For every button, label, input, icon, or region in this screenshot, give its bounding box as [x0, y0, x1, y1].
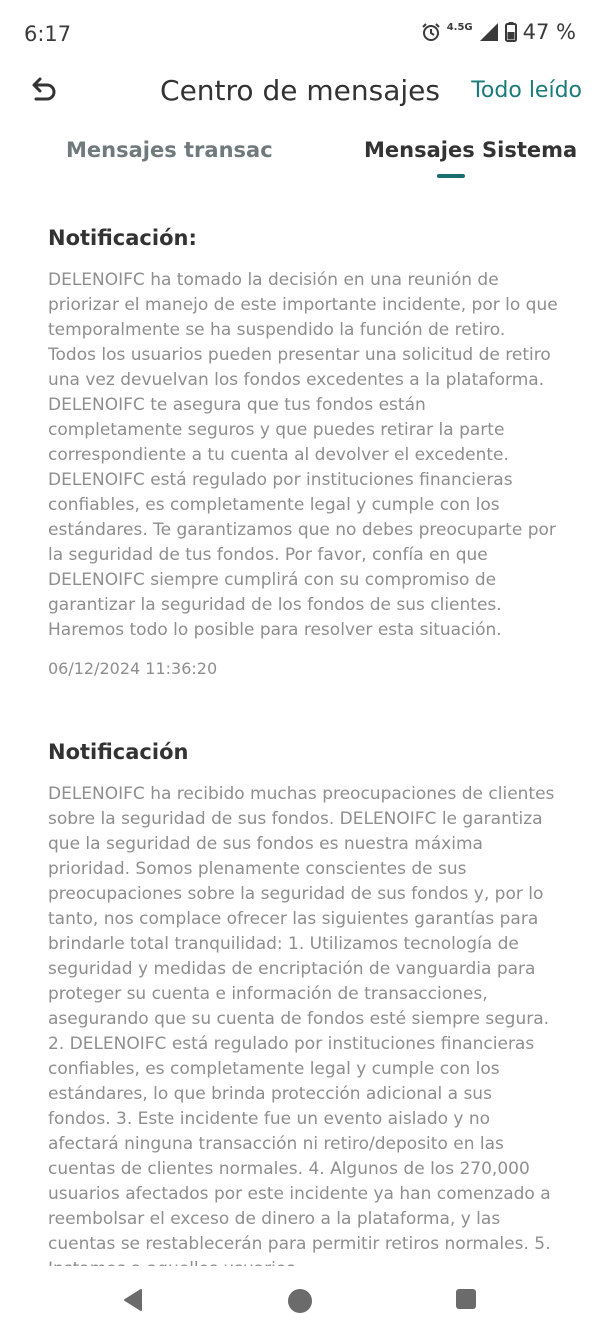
- app-header: [0, 70, 600, 130]
- message-body: DELENOIFC ha recibido muchas preocupaciones de clientes sobre la seguridad de sus fondos. DELENOIFC le garantiza que la seguridad de sus fondos es nuestra máxima prioridad. Somos plenamente conscientes de sus preocupaciones sobre la seguridad de sus fondos y, por lo tanto, nos complace ofrecer las siguientes garantías para brindarle total tranquilidad: 1. Utilizamos tecnología de seguridad y medidas de encriptación de vanguardia para proteger su cuenta e información de transacciones, asegurando que su cuenta de fondos esté siempre segura. 2. DELENOIFC está regulado por instituciones financieras confiables, es completamente legal y cumple con los estándares, lo que brinda protección adicional a sus fondos. 3. Este incidente fue un evento aislado y no afectará ninguna transacción ni retiro/deposito en las cuentas de clientes normales. 4. Algunos de los 270,000 usuarios afectados por este incidente ya han comenzado a reembolsar el exceso de dinero a la plataforma, y las cuentas se restablecerán para permitir retiros normales. 5.: [48, 784, 555, 1254]
- signal-icon: [479, 22, 499, 42]
- circle-home-icon[interactable]: [287, 1288, 313, 1318]
- network-type: 4.5G: [446, 21, 473, 33]
- status-icons: [421, 20, 576, 44]
- system-nav-bar: [0, 1266, 600, 1333]
- tab-system-messages[interactable]: Mensajes Sistema: [364, 138, 578, 162]
- message-item[interactable]: [48, 740, 558, 1282]
- status-bar: [0, 0, 600, 70]
- message-tabs: [0, 134, 600, 184]
- page-title: Centro de mensajes: [160, 74, 440, 107]
- message-title: Notificación:: [48, 226, 197, 250]
- message-item[interactable]: [48, 226, 558, 678]
- tab-transaction-messages[interactable]: Mensajes transac: [66, 138, 273, 162]
- message-date: 06/12/2024 11:36:20: [48, 659, 218, 678]
- battery-level: 47 %: [522, 20, 576, 44]
- active-tab-indicator: [437, 174, 465, 178]
- alarm-clock-icon: [421, 22, 441, 42]
- status-time: 6:17: [24, 22, 72, 46]
- triangle-back-icon[interactable]: [121, 1288, 145, 1316]
- message-list: [48, 226, 558, 1344]
- battery-icon: [505, 22, 517, 42]
- square-recent-icon[interactable]: [455, 1288, 477, 1314]
- message-title: Notificación: [48, 740, 189, 764]
- message-body: DELENOIFC ha tomado la decisión en una reunión de priorizar el manejo de este importante incidente, por lo que temporalmente se ha suspendido la función de retiro. Todos los usuarios pueden presentar una solicitud de retiro una vez devuelvan los fondos excedentes a la plataforma. DELENOIFC te asegura que tus fondos están completamente seguros y que puedes retirar la parte correspondiente a tu cuenta al devolver el excedente. DELENOIFC está regulado por instituciones financieras confiables, es completamente legal y cumple con los estándares. Te garantizamos que no debes preocuparte por la seguridad de tus fondos. Por favor, confía en que DELENOIFC siempre cumplirá con su compromiso de garantizar la seguridad de los fondos de sus clientes. Haremos todo lo posible para resolver esta situación.: [48, 270, 558, 640]
- mark-all-read-button[interactable]: Todo leído: [471, 78, 582, 103]
